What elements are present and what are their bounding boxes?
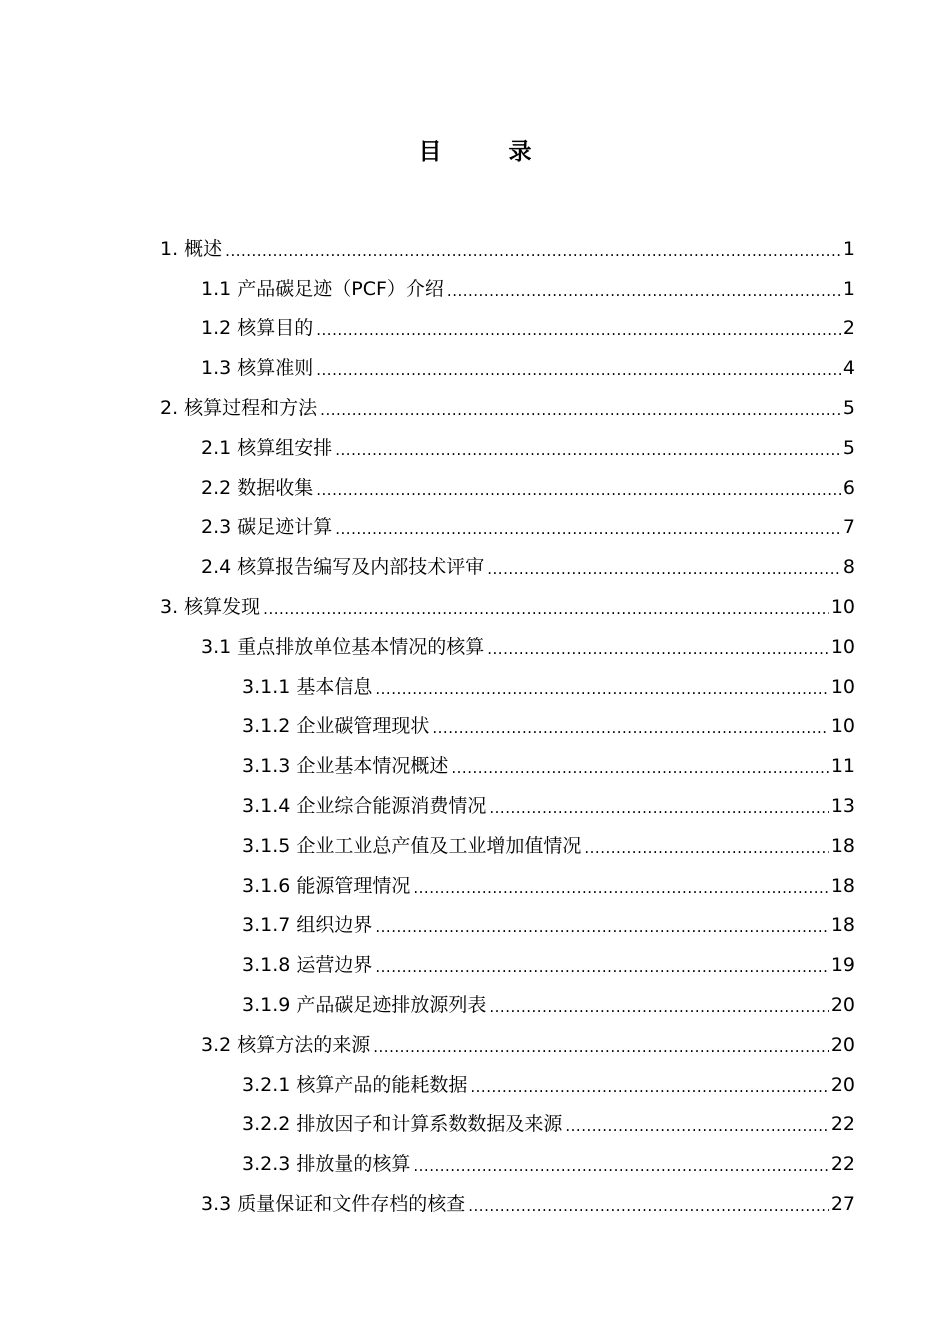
toc-entry[interactable] — [0, 269, 950, 309]
toc-entry-title: 1.1 产品碳足迹（PCF）介绍 — [201, 277, 444, 300]
toc-entry[interactable] — [0, 388, 950, 428]
toc-entry-title: 3.2.2 排放因子和计算系数数据及来源 — [242, 1113, 563, 1136]
toc-entry-title: 3.1.7 组织边界 — [242, 914, 373, 937]
toc-entry-title: 3.1.9 产品碳足迹排放源列表 — [242, 994, 487, 1017]
dot-leader — [375, 915, 828, 939]
toc-page-number: 20 — [830, 1073, 855, 1096]
toc-entry[interactable] — [0, 229, 950, 269]
toc-page-number: 2 — [842, 317, 855, 340]
dot-leader — [335, 438, 841, 462]
dot-leader — [565, 1114, 828, 1138]
toc-page-number: 18 — [830, 874, 855, 897]
toc-entry-title: 2.4 核算报告编写及内部技术评审 — [201, 556, 485, 579]
toc-entry[interactable] — [0, 627, 950, 667]
toc-entry[interactable] — [0, 985, 950, 1025]
toc-entry[interactable] — [0, 1105, 950, 1145]
toc-entry-title: 3.1.6 能源管理情况 — [242, 874, 411, 897]
toc-entry-title: 3.3 质量保证和文件存档的核查 — [201, 1193, 466, 1216]
toc-page-number: 13 — [830, 795, 855, 818]
toc-entry-title: 3.1.2 企业碳管理现状 — [242, 715, 430, 738]
toc-entry[interactable] — [0, 906, 950, 946]
toc-page-number: 18 — [830, 834, 855, 857]
dot-leader — [584, 836, 828, 860]
dot-leader — [413, 1154, 828, 1178]
dot-leader — [225, 239, 841, 263]
toc-entry-title: 1.2 核算目的 — [201, 317, 314, 340]
toc-entry-title: 3.1.5 企业工业总产值及工业增加值情况 — [242, 834, 582, 857]
toc-page-number: 19 — [830, 954, 855, 977]
dot-leader — [468, 1194, 829, 1218]
toc-entry[interactable] — [0, 1065, 950, 1105]
dot-leader — [316, 358, 841, 382]
dot-leader — [335, 517, 841, 541]
page-title: 目 录 — [418, 139, 554, 165]
toc-page-number: 6 — [842, 476, 855, 499]
toc-entry-title: 3.1 重点排放单位基本情况的核算 — [201, 635, 485, 658]
dot-leader — [413, 876, 828, 900]
toc-entry-title: 3.1.3 企业基本情况概述 — [242, 755, 449, 778]
toc-entry-title: 3.1.1 基本信息 — [242, 675, 373, 698]
toc-entry-title: 2.3 碳足迹计算 — [201, 516, 333, 539]
dot-leader — [487, 557, 841, 581]
toc-entry[interactable] — [0, 468, 950, 508]
toc-page-number: 1 — [842, 277, 855, 300]
toc-page-number: 5 — [842, 436, 855, 459]
toc-page-number: 4 — [842, 357, 855, 380]
toc-entry[interactable] — [0, 428, 950, 468]
toc-page-number: 8 — [842, 556, 855, 579]
toc-entry-title: 3. 核算发现 — [160, 596, 261, 619]
toc-page-number: 11 — [830, 755, 855, 778]
table-of-contents — [0, 229, 950, 1224]
toc-page-number: 18 — [830, 914, 855, 937]
toc-entry-title: 3.1.4 企业综合能源消费情况 — [242, 795, 487, 818]
toc-entry[interactable] — [0, 1025, 950, 1065]
toc-page-number: 1 — [842, 237, 855, 260]
toc-page-number: 20 — [830, 994, 855, 1017]
dot-leader — [316, 318, 841, 342]
dot-leader — [487, 637, 829, 661]
dot-leader — [489, 995, 828, 1019]
toc-page-number: 20 — [830, 1033, 855, 1056]
toc-entry-title: 1.3 核算准则 — [201, 357, 314, 380]
dot-leader — [375, 677, 828, 701]
toc-page-number: 22 — [830, 1153, 855, 1176]
dot-leader — [451, 756, 828, 780]
toc-entry[interactable] — [0, 866, 950, 906]
toc-entry[interactable] — [0, 309, 950, 349]
toc-page-number: 7 — [842, 516, 855, 539]
toc-page-number: 5 — [842, 397, 855, 420]
toc-entry[interactable] — [0, 786, 950, 826]
dot-leader — [320, 398, 841, 422]
toc-entry-title: 3.1.8 运营边界 — [242, 954, 373, 977]
toc-entry[interactable] — [0, 667, 950, 707]
toc-entry-title: 3.2 核算方法的来源 — [201, 1033, 371, 1056]
toc-entry[interactable] — [0, 945, 950, 985]
toc-entry[interactable] — [0, 826, 950, 866]
toc-entry[interactable] — [0, 508, 950, 548]
toc-entry[interactable] — [0, 707, 950, 747]
dot-leader — [373, 1035, 829, 1059]
toc-entry-title: 3.2.3 排放量的核算 — [242, 1153, 411, 1176]
toc-page-number: 27 — [830, 1193, 855, 1216]
toc-entry-title: 1. 概述 — [160, 237, 223, 260]
toc-entry[interactable] — [0, 1184, 950, 1224]
toc-entry-title: 2.2 数据收集 — [201, 476, 314, 499]
toc-entry[interactable] — [0, 587, 950, 627]
dot-leader — [375, 955, 828, 979]
toc-entry[interactable] — [0, 1144, 950, 1184]
toc-page-number: 10 — [830, 635, 855, 658]
toc-entry-title: 2.1 核算组安排 — [201, 436, 333, 459]
toc-entry[interactable] — [0, 547, 950, 587]
toc-page-number: 22 — [830, 1113, 855, 1136]
dot-leader — [447, 279, 841, 303]
dot-leader — [263, 597, 829, 621]
dot-leader — [316, 478, 841, 502]
dot-leader — [432, 716, 828, 740]
toc-page-number: 10 — [830, 715, 855, 738]
dot-leader — [470, 1075, 828, 1099]
toc-page-number: 10 — [830, 596, 855, 619]
toc-entry-title: 3.2.1 核算产品的能耗数据 — [242, 1073, 468, 1096]
toc-entry[interactable] — [0, 746, 950, 786]
toc-entry-title: 2. 核算过程和方法 — [160, 397, 318, 420]
toc-page-number: 10 — [830, 675, 855, 698]
toc-entry[interactable] — [0, 348, 950, 388]
dot-leader — [489, 796, 828, 820]
